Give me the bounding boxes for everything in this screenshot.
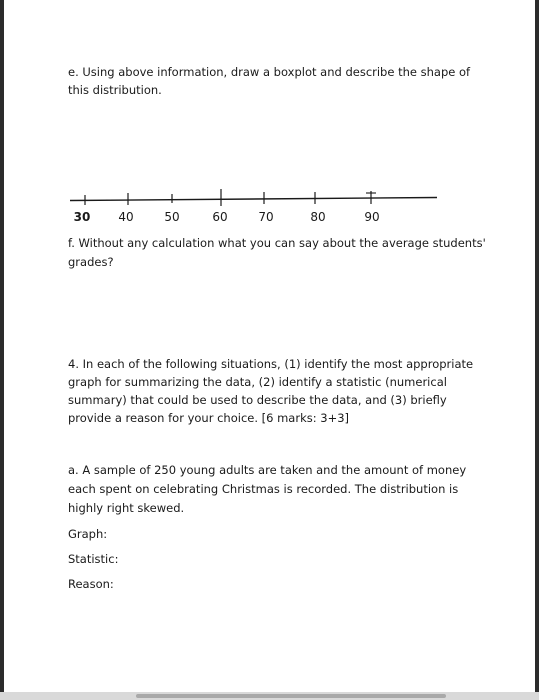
question-4a-line-2: each spent on celebrating Christmas is recorded. The distribution is	[68, 482, 459, 496]
question-4-line-4: provide a reason for your choice. [6 marks: 3+3]	[68, 411, 350, 425]
tick-label-50: 50	[164, 210, 180, 224]
question-4-line-2: graph for summarizing the data, (2) identify a statistic (numerical	[68, 375, 447, 389]
statistic-label: Statistic:	[68, 552, 119, 566]
tick-label-80: 80	[310, 210, 326, 224]
reason-label: Reason:	[68, 577, 114, 591]
graph-label: Graph:	[68, 527, 108, 541]
tick-label-70: 70	[258, 210, 274, 224]
question-4-line-3: summary) that could be used to describe the data, and (3) briefly	[68, 393, 447, 407]
number-line-axis	[70, 198, 437, 201]
number-line	[0, 0, 539, 230]
tick-label-30: 30	[73, 210, 91, 224]
question-f-line-2: grades?	[68, 255, 114, 269]
question-4-line-1: 4. In each of the following situations, (1) identify the most appropriate	[68, 357, 474, 371]
question-f-line-1: f. Without any calculation what you can say about the average students'	[68, 236, 486, 250]
question-4a-line-1: a. A sample of 250 young adults are taken and the amount of money	[68, 463, 467, 477]
question-e-line-2: this distribution.	[68, 83, 162, 97]
tick-label-60: 60	[212, 210, 228, 224]
tick-label-90: 90	[364, 210, 380, 224]
tick-label-40: 40	[118, 210, 134, 224]
question-e-line-1: e. Using above information, draw a boxplot and describe the shape of	[68, 65, 471, 79]
question-4a-line-3: highly right skewed.	[68, 501, 185, 515]
horizontal-scrollbar[interactable]	[136, 694, 446, 698]
